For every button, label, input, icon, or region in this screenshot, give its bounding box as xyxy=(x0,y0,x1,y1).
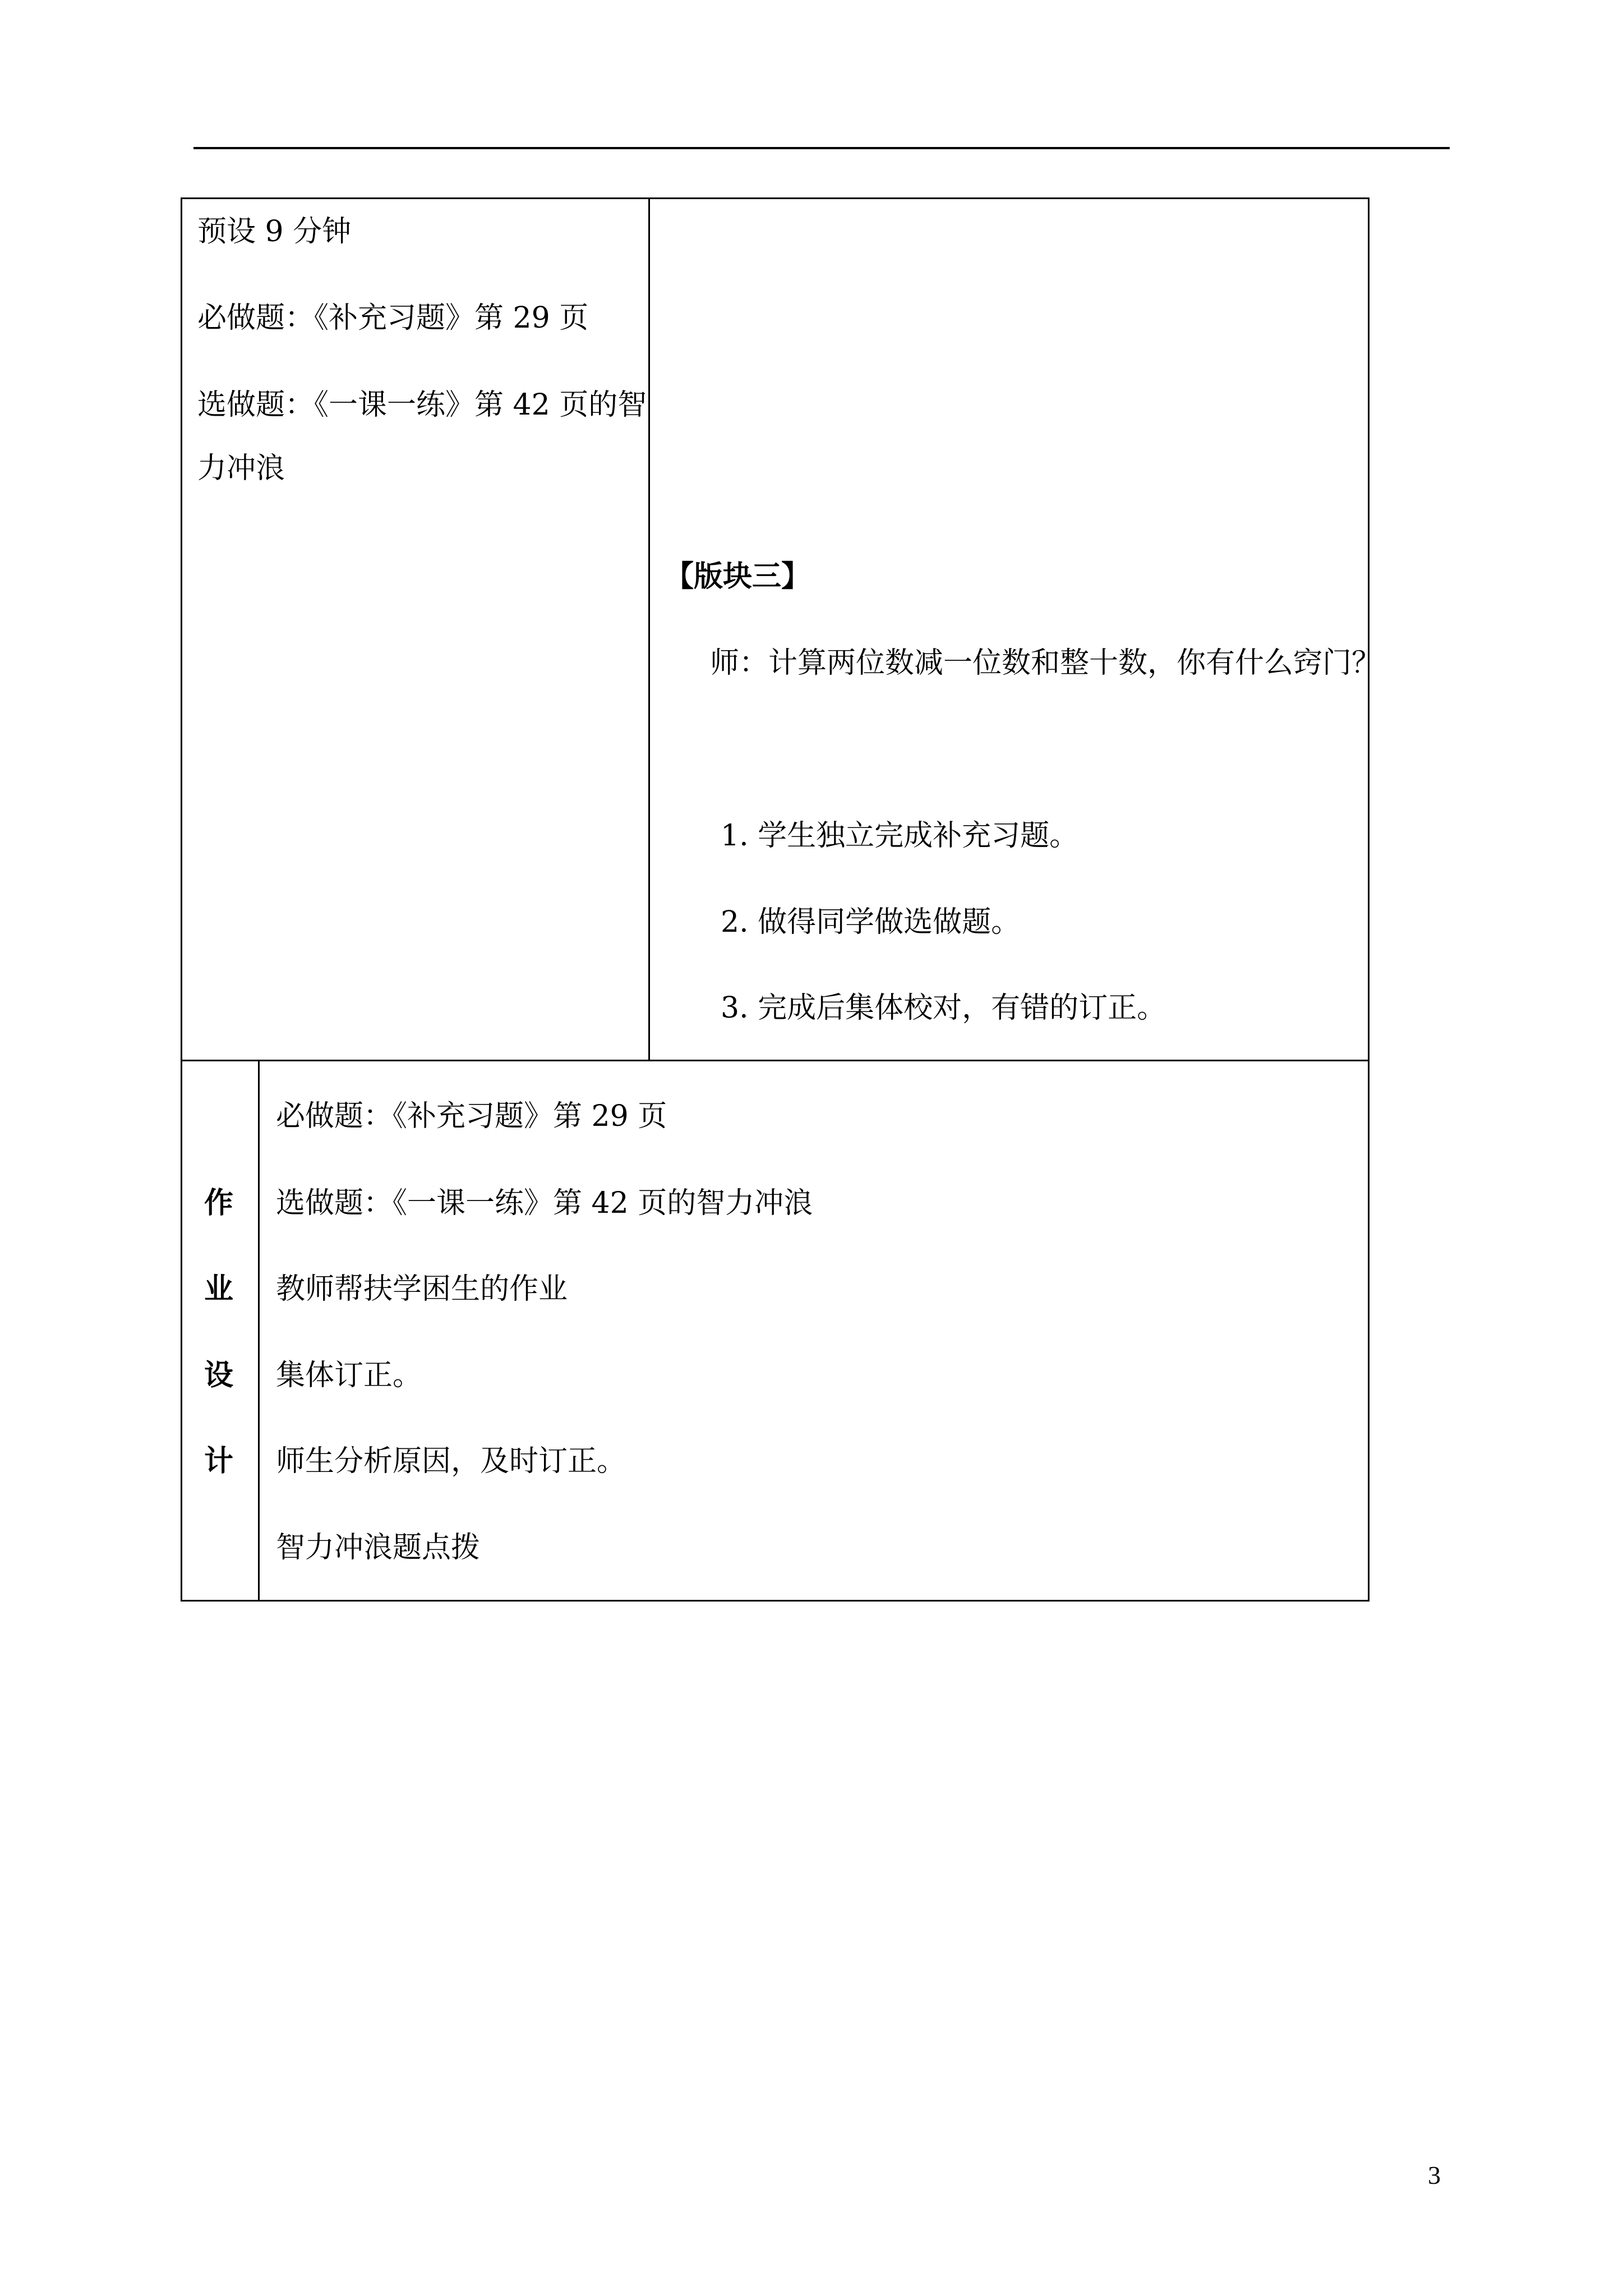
homework-label-char-4: 计 xyxy=(204,1444,234,1478)
left-cell-line-4: 力冲浪 xyxy=(197,452,285,485)
homework-label-char-1: 作 xyxy=(204,1186,234,1220)
homework-label-char-2: 业 xyxy=(204,1272,234,1306)
homework-label-char-3: 设 xyxy=(204,1358,234,1392)
table-row-homework xyxy=(181,1060,1370,1602)
step-1: 1. 学生独立完成补充习题。 xyxy=(721,819,1079,853)
left-cell-line-2: 必做题：《补充习题》第 29 页 xyxy=(197,301,589,335)
header-rule xyxy=(193,147,1450,149)
homework-line-4: 集体订正。 xyxy=(276,1359,422,1392)
step-2: 2. 做得同学做选做题。 xyxy=(721,905,1021,939)
homework-line-3: 教师帮扶学困生的作业 xyxy=(276,1272,568,1306)
teacher-question: 师：计算两位数减一位数和整十数，你有什么窍门？ xyxy=(710,646,1381,680)
section-title: 【版块三】 xyxy=(665,559,811,593)
left-cell-line-1: 预设 9 分钟 xyxy=(197,215,352,249)
left-cell-line-3: 选做题：《一课一练》第 42 页的智 xyxy=(197,388,647,422)
homework-line-6: 智力冲浪题点拨 xyxy=(276,1531,481,1565)
homework-line-1: 必做题：《补充习题》第 29 页 xyxy=(276,1099,667,1133)
step-3: 3. 完成后集体校对，有错的订正。 xyxy=(721,991,1166,1025)
page-number: 3 xyxy=(1428,2161,1441,2189)
table-column-divider xyxy=(648,197,650,1061)
homework-line-2: 选做题：《一课一练》第 42 页的智力冲浪 xyxy=(276,1186,813,1220)
homework-line-5: 师生分析原因，及时订正。 xyxy=(276,1444,626,1478)
homework-label-divider xyxy=(258,1060,260,1602)
